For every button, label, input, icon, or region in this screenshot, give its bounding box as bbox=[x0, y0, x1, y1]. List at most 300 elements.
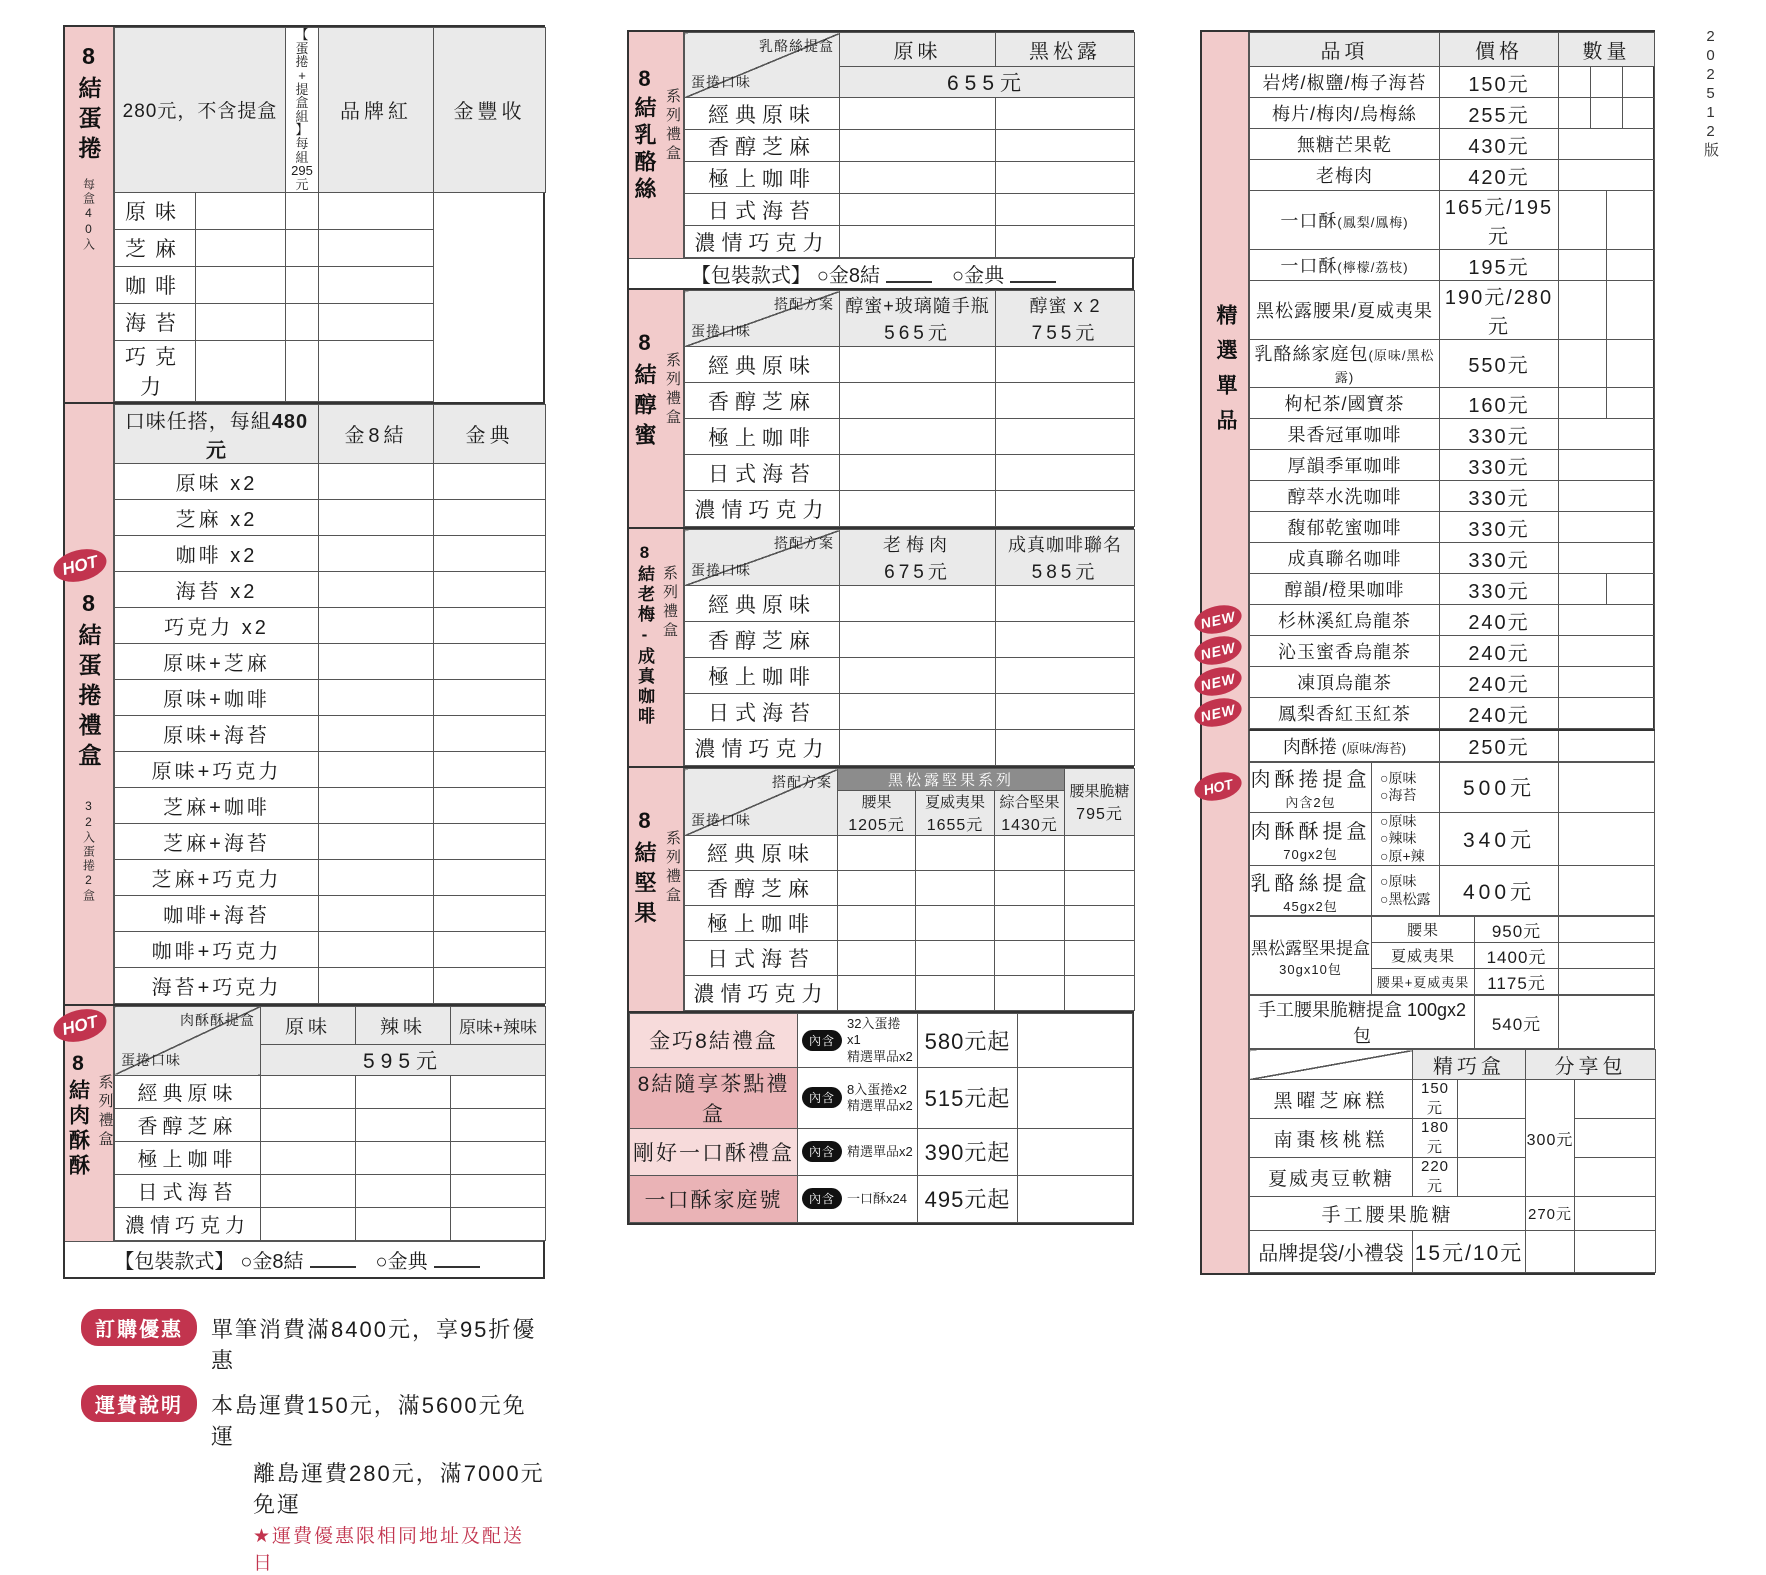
qty-cell[interactable] bbox=[1065, 871, 1135, 906]
item-price: 220元 bbox=[1413, 1158, 1458, 1197]
table-row bbox=[115, 787, 546, 823]
flavor-label: 香醇芝麻 bbox=[685, 130, 840, 162]
qty-cell[interactable] bbox=[996, 347, 1135, 383]
qty-cell[interactable] bbox=[1526, 1231, 1575, 1273]
cashew-brittle-box-table bbox=[1249, 995, 1655, 1049]
table-row bbox=[115, 1141, 546, 1174]
column-header-macadamia bbox=[916, 791, 995, 836]
table-row bbox=[115, 751, 546, 787]
qty-cell[interactable] bbox=[838, 906, 916, 941]
option-choice[interactable]: ○原味 bbox=[1380, 769, 1417, 786]
qty-cell[interactable] bbox=[995, 871, 1065, 906]
gift-set-contents bbox=[798, 1014, 918, 1068]
qty-cell[interactable] bbox=[1559, 67, 1655, 98]
qty-cell[interactable] bbox=[840, 586, 996, 622]
variant-label: 夏威夷果 bbox=[1372, 943, 1475, 969]
qty-cell[interactable] bbox=[840, 730, 996, 766]
qty-cell[interactable] bbox=[319, 823, 434, 859]
qty-cell[interactable] bbox=[1018, 1175, 1133, 1222]
qty-subcell[interactable] bbox=[1559, 574, 1606, 604]
qty-cell[interactable] bbox=[1559, 481, 1655, 512]
qty-cell[interactable] bbox=[451, 1075, 546, 1108]
table-row bbox=[685, 941, 1135, 976]
option-choice[interactable]: ○原味 bbox=[1380, 812, 1417, 829]
packaging-option-gold8[interactable]: ○金8結 bbox=[240, 1250, 304, 1273]
qty-cell[interactable] bbox=[996, 586, 1135, 622]
qty-subcell[interactable] bbox=[1606, 191, 1654, 249]
item-name-variants: (檸檬/荔枝) bbox=[1337, 260, 1409, 275]
item-spec: 30gx10包 bbox=[1279, 961, 1342, 977]
qty-cell[interactable] bbox=[1559, 98, 1655, 129]
flavor-label: 濃情巧克力 bbox=[115, 1207, 261, 1240]
qty-cell[interactable] bbox=[1018, 1128, 1133, 1175]
qty-cell[interactable] bbox=[916, 976, 995, 1011]
qty-cell[interactable] bbox=[840, 491, 996, 527]
qty-cell[interactable] bbox=[356, 1174, 451, 1207]
qty-cell[interactable] bbox=[261, 1207, 356, 1240]
qty-cell[interactable] bbox=[434, 535, 546, 571]
qty-cell[interactable] bbox=[319, 303, 434, 340]
qty-cell[interactable] bbox=[196, 303, 286, 340]
qty-cell[interactable] bbox=[319, 192, 434, 229]
qty-cell[interactable] bbox=[995, 906, 1065, 941]
qty-cell[interactable] bbox=[1065, 941, 1135, 976]
gift-set-price: 495元起 bbox=[918, 1175, 1018, 1222]
flavor-label: 經典原味 bbox=[685, 98, 840, 130]
fill-in-blank[interactable] bbox=[434, 1250, 480, 1268]
qty-cell[interactable] bbox=[995, 941, 1065, 976]
packaging-option-classic[interactable]: ○金典 bbox=[952, 265, 1005, 287]
flavor-label: 經典原味 bbox=[685, 586, 840, 622]
table-row bbox=[1250, 481, 1655, 512]
price-band: 595元 bbox=[261, 1044, 546, 1075]
qty-subcell[interactable] bbox=[1559, 450, 1654, 480]
item-price: 330元 bbox=[1440, 450, 1559, 481]
qty-subcell[interactable] bbox=[1559, 191, 1606, 249]
qty-cell[interactable] bbox=[319, 571, 434, 607]
qty-cell[interactable] bbox=[196, 192, 286, 229]
table-row bbox=[115, 571, 546, 607]
qty-cell[interactable] bbox=[1559, 943, 1655, 969]
qty-cell[interactable] bbox=[996, 658, 1135, 694]
qty-cell[interactable] bbox=[196, 229, 286, 266]
contents-line: 精選單品x2 bbox=[847, 1048, 913, 1064]
hot-badge: HOT bbox=[1192, 768, 1245, 805]
qty-cell[interactable] bbox=[434, 967, 546, 1003]
item-name-text: 成真聯名咖啡 bbox=[1287, 549, 1402, 569]
qty-cell[interactable] bbox=[1559, 543, 1655, 574]
table-row bbox=[685, 730, 1135, 766]
qty-cell[interactable] bbox=[196, 340, 286, 401]
column-label: 夏威夷果 bbox=[924, 794, 985, 811]
table-row bbox=[630, 1067, 1133, 1128]
qty-cell[interactable] bbox=[1559, 191, 1655, 250]
qty-subcell[interactable] bbox=[1606, 574, 1654, 604]
flavor-label: 日式海苔 bbox=[115, 1174, 261, 1207]
qty-subcell[interactable] bbox=[1606, 250, 1654, 280]
qty-cell[interactable] bbox=[996, 455, 1135, 491]
column-price: 565元 bbox=[884, 323, 951, 344]
qty-cell[interactable] bbox=[840, 130, 996, 162]
qty-subcell[interactable] bbox=[1559, 160, 1654, 190]
item-price: 240元 bbox=[1440, 698, 1559, 729]
qty-cell[interactable] bbox=[995, 836, 1065, 871]
combo-note-line: 295 bbox=[291, 163, 313, 179]
qty-subcell[interactable] bbox=[1559, 250, 1606, 280]
qty-subcell[interactable] bbox=[1559, 388, 1606, 418]
qty-cell[interactable] bbox=[356, 1207, 451, 1240]
qty-cell[interactable] bbox=[995, 976, 1065, 1011]
qty-cell[interactable] bbox=[1458, 1080, 1526, 1119]
contents-line: 一口酥x24 bbox=[847, 1190, 907, 1206]
column-header: 原味+辣味 bbox=[451, 1006, 546, 1044]
qty-cell[interactable] bbox=[1018, 1014, 1133, 1068]
packaging-option-gold8[interactable]: ○金8結 bbox=[816, 265, 881, 287]
qty-cell[interactable] bbox=[434, 751, 546, 787]
column-header bbox=[840, 530, 996, 586]
qty-cell[interactable] bbox=[434, 823, 546, 859]
gift-set-contents bbox=[798, 1175, 918, 1222]
flavor-label: 香醇芝麻 bbox=[685, 871, 838, 906]
column-price: 1655元 bbox=[926, 817, 984, 834]
qty-subcell[interactable] bbox=[1590, 67, 1622, 97]
shipping-note: ★運費優惠限相同地址及配送日 bbox=[253, 1525, 525, 1574]
item-name-text: 果香冠軍咖啡 bbox=[1287, 425, 1402, 445]
qty-cell[interactable] bbox=[1559, 512, 1655, 543]
qty-cell[interactable] bbox=[838, 871, 916, 906]
qty-cell[interactable] bbox=[434, 715, 546, 751]
qty-subcell[interactable] bbox=[1606, 281, 1654, 339]
diagonal-header bbox=[685, 291, 840, 347]
qty-subcell[interactable] bbox=[1559, 481, 1654, 511]
qty-cell[interactable] bbox=[1559, 996, 1655, 1049]
table-row bbox=[685, 98, 1135, 130]
qty-cell[interactable] bbox=[1575, 1119, 1656, 1158]
combo-label: 芝麻+巧克力 bbox=[115, 859, 319, 895]
packaging-label: 【包裝款式】 bbox=[690, 265, 811, 287]
qty-cell[interactable] bbox=[996, 419, 1135, 455]
flavor-label: 巧克力 bbox=[115, 340, 196, 401]
qty-cell[interactable] bbox=[838, 976, 916, 1011]
qty-cell[interactable] bbox=[319, 859, 434, 895]
diagonal-top-label: 搭配方案 bbox=[772, 774, 832, 790]
contents-line: 精選單品x2 bbox=[847, 1097, 913, 1113]
qty-cell[interactable] bbox=[319, 679, 434, 715]
combo-label: 芝麻+咖啡 bbox=[115, 787, 319, 823]
option-choice[interactable]: ○原味 bbox=[1380, 873, 1417, 889]
item-price: 330元 bbox=[1440, 419, 1559, 450]
item-price: 250元 bbox=[1440, 730, 1559, 761]
qty-cell[interactable] bbox=[319, 499, 434, 535]
item-price: 420元 bbox=[1440, 160, 1559, 191]
diagonal-top-label: 乳酪絲提盒 bbox=[759, 38, 834, 54]
qty-cell[interactable] bbox=[1575, 1231, 1656, 1273]
qty-subcell[interactable] bbox=[1559, 98, 1590, 128]
item-price: 190元/280元 bbox=[1440, 281, 1559, 340]
qty-cell[interactable] bbox=[996, 622, 1135, 658]
qty-cell[interactable] bbox=[840, 347, 996, 383]
qty-cell[interactable] bbox=[996, 162, 1135, 194]
table-row bbox=[115, 1174, 546, 1207]
qty-cell[interactable] bbox=[319, 266, 434, 303]
fill-in-blank[interactable] bbox=[886, 265, 932, 283]
qty-cell[interactable] bbox=[319, 931, 434, 967]
qty-cell[interactable] bbox=[916, 871, 995, 906]
qty-cell[interactable] bbox=[261, 1174, 356, 1207]
qty-subcell[interactable] bbox=[1622, 67, 1654, 97]
qty-subcell[interactable] bbox=[1622, 98, 1654, 128]
section-subtitle: 系列禮盒 bbox=[96, 1073, 114, 1150]
qty-cell[interactable] bbox=[434, 643, 546, 679]
qty-cell[interactable] bbox=[1559, 969, 1655, 995]
option-choice[interactable]: ○辣味 bbox=[1380, 830, 1417, 846]
qty-cell[interactable] bbox=[434, 859, 546, 895]
qty-subcell[interactable] bbox=[1559, 67, 1590, 97]
gift-set-contents bbox=[798, 1067, 918, 1128]
qty-cell[interactable] bbox=[840, 98, 996, 130]
nuts-sidebar bbox=[629, 768, 684, 1011]
qty-cell[interactable] bbox=[356, 1141, 451, 1174]
qty-cell[interactable] bbox=[261, 1108, 356, 1141]
qty-cell[interactable] bbox=[356, 1108, 451, 1141]
qty-cell[interactable] bbox=[840, 162, 996, 194]
qty-cell[interactable] bbox=[840, 226, 996, 258]
qty-cell[interactable] bbox=[286, 266, 319, 303]
qty-cell[interactable] bbox=[1559, 450, 1655, 481]
qty-cell[interactable] bbox=[451, 1141, 546, 1174]
qty-subcell[interactable] bbox=[1559, 512, 1654, 542]
qty-cell[interactable] bbox=[1559, 250, 1655, 281]
item-name-text: 醇韻/橙果咖啡 bbox=[1284, 580, 1405, 600]
gift-sets-table bbox=[629, 1013, 1133, 1223]
qty-cell[interactable] bbox=[319, 967, 434, 1003]
qty-subcell[interactable] bbox=[1559, 419, 1654, 449]
qty-cell[interactable] bbox=[434, 607, 546, 643]
section-title: 8結肉酥酥 bbox=[66, 1051, 90, 1179]
qty-cell[interactable] bbox=[261, 1075, 356, 1108]
qty-cell[interactable] bbox=[1559, 388, 1655, 419]
diagonal-top-label: 肉酥酥提盒 bbox=[180, 1011, 255, 1028]
table-row bbox=[685, 347, 1135, 383]
table-row bbox=[1250, 129, 1655, 160]
qty-cell[interactable] bbox=[434, 463, 546, 499]
qty-cell[interactable] bbox=[434, 571, 546, 607]
qty-cell[interactable] bbox=[1458, 1119, 1526, 1158]
table-row bbox=[1250, 636, 1655, 667]
item-name bbox=[1250, 191, 1440, 250]
qty-cell[interactable] bbox=[1559, 574, 1655, 605]
qty-cell[interactable] bbox=[286, 340, 319, 401]
item-name-text: 枸杞茶/國寶茶 bbox=[1284, 394, 1405, 414]
qty-cell[interactable] bbox=[286, 229, 319, 266]
qty-cell[interactable] bbox=[319, 340, 434, 401]
qty-cell[interactable] bbox=[1559, 281, 1655, 340]
qty-cell[interactable] bbox=[451, 1207, 546, 1240]
option-choice[interactable]: ○海苔 bbox=[1380, 787, 1417, 803]
qty-subcell[interactable] bbox=[1606, 340, 1654, 387]
qty-cell[interactable] bbox=[319, 607, 434, 643]
truffle-nut-box-table bbox=[1249, 916, 1655, 995]
item-name-text: 黑松露腰果/夏威夷果 bbox=[1255, 301, 1433, 321]
qty-cell[interactable] bbox=[1559, 340, 1655, 388]
qty-cell[interactable] bbox=[1559, 605, 1655, 636]
qty-cell[interactable] bbox=[286, 192, 319, 229]
table-row bbox=[1250, 1197, 1656, 1231]
qty-cell[interactable] bbox=[840, 455, 996, 491]
qty-cell[interactable] bbox=[996, 730, 1135, 766]
table-row bbox=[1250, 1119, 1656, 1158]
qty-cell[interactable] bbox=[1559, 160, 1655, 191]
qty-cell[interactable] bbox=[434, 787, 546, 823]
qty-cell[interactable] bbox=[996, 694, 1135, 730]
packaging-option-classic[interactable]: ○金典 bbox=[375, 1250, 428, 1273]
qty-cell[interactable] bbox=[1559, 129, 1655, 160]
qty-cell[interactable] bbox=[996, 98, 1135, 130]
qty-cell[interactable] bbox=[319, 643, 434, 679]
qty-cell[interactable] bbox=[261, 1141, 356, 1174]
column-header: 辣味 bbox=[356, 1006, 451, 1044]
table-row bbox=[1250, 605, 1655, 636]
qty-cell[interactable] bbox=[1559, 917, 1655, 943]
qty-cell[interactable] bbox=[916, 836, 995, 871]
table-row bbox=[685, 194, 1135, 226]
qty-cell[interactable] bbox=[840, 419, 996, 455]
table-row bbox=[115, 1108, 546, 1141]
qty-cell[interactable] bbox=[451, 1108, 546, 1141]
qty-subcell[interactable] bbox=[1559, 340, 1606, 387]
variant-price: 950元 bbox=[1475, 917, 1559, 943]
qty-cell[interactable] bbox=[996, 194, 1135, 226]
fill-in-blank[interactable] bbox=[310, 1250, 356, 1268]
table-row bbox=[685, 836, 1135, 871]
column-label: 腰果脆糖 bbox=[1069, 783, 1130, 800]
table-row bbox=[115, 679, 546, 715]
honey-table bbox=[684, 290, 1135, 527]
table-row bbox=[1250, 419, 1655, 450]
column-header-gold-8: 金8結 bbox=[319, 404, 434, 463]
section-egg-roll-gift-box bbox=[60, 402, 545, 1006]
qty-cell[interactable] bbox=[1458, 1158, 1526, 1197]
item-name-text: 梅片/梅肉/烏梅絲 bbox=[1271, 104, 1417, 124]
table-row bbox=[115, 643, 546, 679]
qty-cell[interactable] bbox=[319, 715, 434, 751]
qty-cell[interactable] bbox=[319, 751, 434, 787]
qty-cell[interactable] bbox=[286, 303, 319, 340]
qty-cell[interactable] bbox=[1559, 866, 1655, 916]
qty-subcell[interactable] bbox=[1559, 605, 1654, 635]
qty-cell[interactable] bbox=[916, 941, 995, 976]
qty-cell[interactable] bbox=[996, 226, 1135, 258]
column-header bbox=[996, 530, 1135, 586]
qty-subcell[interactable] bbox=[1590, 98, 1622, 128]
table-row bbox=[115, 340, 546, 401]
qty-cell[interactable] bbox=[356, 1075, 451, 1108]
flavor-label: 香醇芝麻 bbox=[115, 1108, 261, 1141]
qty-cell[interactable] bbox=[1065, 906, 1135, 941]
table-row bbox=[685, 906, 1135, 941]
qty-cell[interactable] bbox=[434, 931, 546, 967]
qty-cell[interactable] bbox=[1559, 812, 1655, 866]
qty-cell[interactable] bbox=[1018, 1067, 1133, 1128]
new-badge: NEW bbox=[1192, 663, 1245, 700]
qty-cell[interactable] bbox=[840, 194, 996, 226]
column-price: 1430元 bbox=[1001, 817, 1058, 834]
qty-cell[interactable] bbox=[1575, 1158, 1656, 1197]
flavor-options bbox=[1372, 812, 1440, 866]
qty-cell[interactable] bbox=[1559, 762, 1655, 812]
contains-badge: 內含 bbox=[802, 1141, 842, 1162]
qty-cell[interactable] bbox=[434, 895, 546, 931]
item-price: 330元 bbox=[1440, 543, 1559, 574]
item-price: 330元 bbox=[1440, 574, 1559, 605]
qty-cell[interactable] bbox=[319, 895, 434, 931]
price-band: 655元 bbox=[840, 67, 1135, 98]
qty-cell[interactable] bbox=[840, 383, 996, 419]
qty-subcell[interactable] bbox=[1559, 543, 1654, 573]
qty-cell[interactable] bbox=[840, 694, 996, 730]
qty-subcell[interactable] bbox=[1559, 281, 1606, 339]
qty-cell[interactable] bbox=[319, 229, 434, 266]
diagonal-top-label: 搭配方案 bbox=[774, 296, 834, 312]
flavor-label: 日式海苔 bbox=[685, 694, 840, 730]
qty-cell[interactable] bbox=[1065, 976, 1135, 1011]
qty-cell[interactable] bbox=[1559, 698, 1655, 729]
column-header-cashew bbox=[838, 791, 916, 836]
qty-cell[interactable] bbox=[1559, 730, 1655, 761]
qty-cell[interactable] bbox=[1559, 636, 1655, 667]
qty-cell[interactable] bbox=[838, 836, 916, 871]
qty-cell[interactable] bbox=[996, 491, 1135, 527]
qty-subcell[interactable] bbox=[1559, 636, 1654, 666]
item-name-text: 肉酥捲 bbox=[1282, 736, 1337, 757]
table-row bbox=[1250, 67, 1655, 98]
qty-subcell[interactable] bbox=[1606, 388, 1654, 418]
qty-cell[interactable] bbox=[434, 679, 546, 715]
qty-subcell[interactable] bbox=[1559, 129, 1654, 159]
qty-cell[interactable] bbox=[434, 499, 546, 535]
qty-subcell[interactable] bbox=[1559, 667, 1654, 697]
item-name bbox=[1250, 450, 1440, 481]
fill-in-blank[interactable] bbox=[1010, 265, 1056, 283]
qty-cell[interactable] bbox=[916, 906, 995, 941]
qty-cell[interactable] bbox=[319, 463, 434, 499]
qty-cell[interactable] bbox=[996, 130, 1135, 162]
qty-cell[interactable] bbox=[1559, 419, 1655, 450]
qty-subcell[interactable] bbox=[1559, 698, 1654, 728]
qty-cell[interactable] bbox=[1575, 1197, 1656, 1231]
item-name bbox=[1250, 281, 1440, 340]
qty-cell[interactable] bbox=[838, 941, 916, 976]
qty-cell[interactable] bbox=[1065, 836, 1135, 871]
combo-note-line: 【 bbox=[295, 27, 309, 42]
item-name bbox=[1250, 340, 1440, 388]
qty-cell[interactable] bbox=[319, 787, 434, 823]
option-choice[interactable]: ○黑松露 bbox=[1380, 890, 1431, 907]
qty-cell[interactable] bbox=[840, 622, 996, 658]
qty-cell[interactable] bbox=[1575, 1080, 1656, 1119]
qty-cell[interactable] bbox=[840, 658, 996, 694]
qty-cell[interactable] bbox=[996, 383, 1135, 419]
section-cheese-strips bbox=[627, 30, 1134, 290]
qty-cell[interactable] bbox=[319, 535, 434, 571]
egg-roll-sidebar bbox=[65, 27, 114, 402]
item-name-text: 馥郁乾蜜咖啡 bbox=[1287, 518, 1402, 538]
option-choice[interactable]: ○原+辣 bbox=[1380, 847, 1425, 864]
qty-cell[interactable] bbox=[1559, 667, 1655, 698]
qty-cell[interactable] bbox=[196, 266, 286, 303]
qty-cell[interactable] bbox=[451, 1174, 546, 1207]
item-spec: 內含2包 bbox=[1285, 795, 1336, 810]
